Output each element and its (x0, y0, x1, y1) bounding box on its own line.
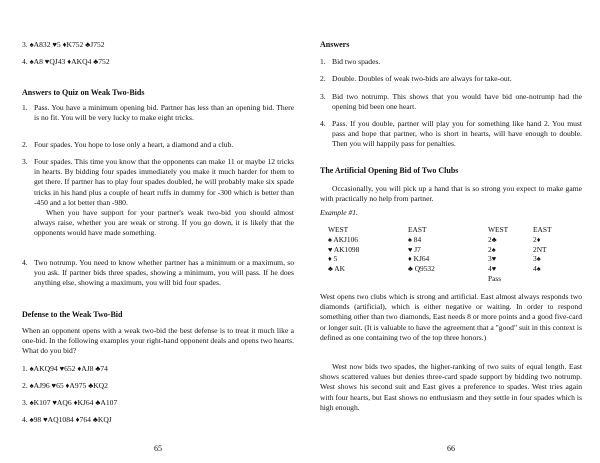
west-spades: ♠ AKJ106 (328, 234, 359, 244)
auction-bid: 4♥ (488, 264, 497, 274)
answer-number: 1. (22, 103, 28, 112)
defense-heading: Defense to the Weak Two-Bid (22, 310, 123, 319)
right-page (320, 0, 582, 463)
answer-text: Four spades. This time you know that the opponents can make 11 or maybe 12 tricks in hearts. By bidding four spades immediately you make it much harder for them to get there. If partner has to play four spades doubled, he will probably make six spade tricks in his hand plus a couple of heart ruffs in dummy for -300 which is better than -450 and a lot better than -980. (34, 157, 294, 207)
east-label: EAST (408, 225, 427, 234)
defense-hand-2: 2. ♠AJ96 ♥65 ♦A975 ♣KQ2 (22, 381, 108, 390)
answers-heading: Answers (320, 40, 350, 49)
answer-1 (22, 103, 294, 123)
answer-number: 3. (320, 92, 326, 101)
auction-bid: 2♣ (488, 234, 497, 244)
auction-bid: 2♠ (488, 244, 496, 254)
explanation-paragraph-2: West now bids two spades, the higher-ranking of two suits of equal length. East shows scattered values but denies three-card spade support by bidding two notrump. West shows his second suit and East gives a preference to spades. West tries again with four hearts, but East shows no enthusiasm and they settle in four spades which is high enough. (320, 362, 582, 412)
answer-text: Double. Doubles of weak two-bids are always for take-out. (332, 74, 512, 83)
auction-east (533, 225, 551, 274)
answer-number: 4. (320, 119, 326, 128)
auction-bid: Pass (488, 273, 502, 283)
answer-number: 3. (22, 157, 28, 166)
answer-2 (22, 140, 294, 150)
auction-bid: 3♥ (488, 254, 497, 264)
east-hearts: ♥ J7 (408, 244, 421, 254)
west-label: WEST (328, 225, 349, 234)
left-page (22, 0, 294, 463)
answer-3 (22, 157, 294, 239)
answer-text: Pass. You have a minimum opening bid. Partner has less than an opening bid. There is no fit. You will be very lucky to make eight tricks. (34, 103, 294, 123)
auction-bid: 2♦ (533, 234, 541, 244)
answer-text: Four spades. You hope to lose only a heart, a diamond and a club. (34, 140, 234, 149)
answer-number: 4. (22, 258, 28, 267)
answer-number: 1. (320, 57, 326, 66)
auction-west (488, 225, 508, 284)
page-number: 66 (447, 444, 455, 453)
west-diamonds: ♦ 5 (328, 254, 338, 264)
answer-4 (320, 119, 582, 150)
defense-hand-3: 3. ♠K107 ♥AQ6 ♦KJ64 ♣A107 (22, 398, 118, 407)
answer-3-continuation: When you have support for your partner's weak two-bid you should almost always raise, whether you are weak or strong. If you go down, it is likely that the opponents would have made something. (34, 208, 294, 238)
quiz-hand-3: 3. ♠A832 ♥5 ♦K752 ♣J752 (22, 40, 105, 49)
answer-text: Two notrump. You need to know whether partner has a minimum or a maximum, so you ask. If partner bids three spades, showing a minimum, you will pass. If he does anything else, showing a maximum, you will bid four spades. (34, 258, 294, 288)
auction-bid: 3♠ (533, 254, 541, 264)
east-spades: ♠ 84 (408, 234, 422, 244)
two-clubs-heading: The Artificial Opening Bid of Two Clubs (320, 166, 459, 175)
east-clubs: ♣ Q9532 (408, 264, 435, 274)
east-hand (408, 225, 435, 274)
defense-paragraph: When an opponent opens with a weak two-bid the best defense is to treat it much like a one-bid. In the following examples your right-hand opponent deals and opens two hearts. What do you bid? (22, 326, 294, 356)
answer-number: 2. (22, 140, 28, 149)
auction-bid: 2NT (533, 244, 547, 254)
answer-text: Bid two notrump. This shows that you would have bid one-notrump had the opening bid been one heart. (332, 92, 582, 112)
answer-4 (22, 258, 294, 289)
auction-west-label: WEST (488, 225, 509, 234)
answer-number: 2. (320, 74, 326, 83)
defense-hand-4: 4. ♠98 ♥AQ1084 ♦764 ♣KQJ (22, 415, 112, 424)
answers-heading: Answers to Quiz on Weak Two-Bids (22, 88, 145, 97)
answer-1 (320, 57, 582, 67)
example-label: Example #1. (320, 208, 358, 217)
auction-east-label: EAST (533, 225, 552, 234)
answer-2 (320, 74, 582, 84)
explanation-paragraph-1: West opens two clubs which is strong and artificial. East almost always responds two diamonds (artificial), which is either negative or waiting. In order to respond something other than two diamonds, East needs 8 or more points and a good five-card or longer suit. (It is valuable to have the agreement that a "good" suit in this context is defined as one containing two of the top three honors.) (320, 292, 582, 342)
west-hand (328, 225, 359, 274)
answer-3 (320, 92, 582, 112)
defense-hand-1: 1. ♠AKQ94 ♥652 ♦AJ8 ♣74 (22, 364, 108, 373)
quiz-hand-4: 4. ♠A8 ♥QJ43 ♦AKQ4 ♣752 (22, 57, 110, 66)
two-clubs-intro: Occasionally, you will pick up a hand that is so strong you expect to make game with practically no help from partner. (320, 184, 582, 204)
east-diamonds: ♦ KJ64 (408, 254, 430, 264)
west-clubs: ♣ AK (328, 264, 345, 274)
page-number: 65 (154, 444, 162, 453)
auction-bid: 4♠ (533, 264, 541, 274)
answer-text: Bid two spades. (332, 57, 381, 66)
answer-text: Pass. If you double, partner will play you for something like hand 2. You must pass and hope that partner, who is short in hearts, will have enough to double. Then you will happily pass for penalties. (332, 119, 582, 149)
west-hearts: ♥ AK1098 (328, 244, 360, 254)
